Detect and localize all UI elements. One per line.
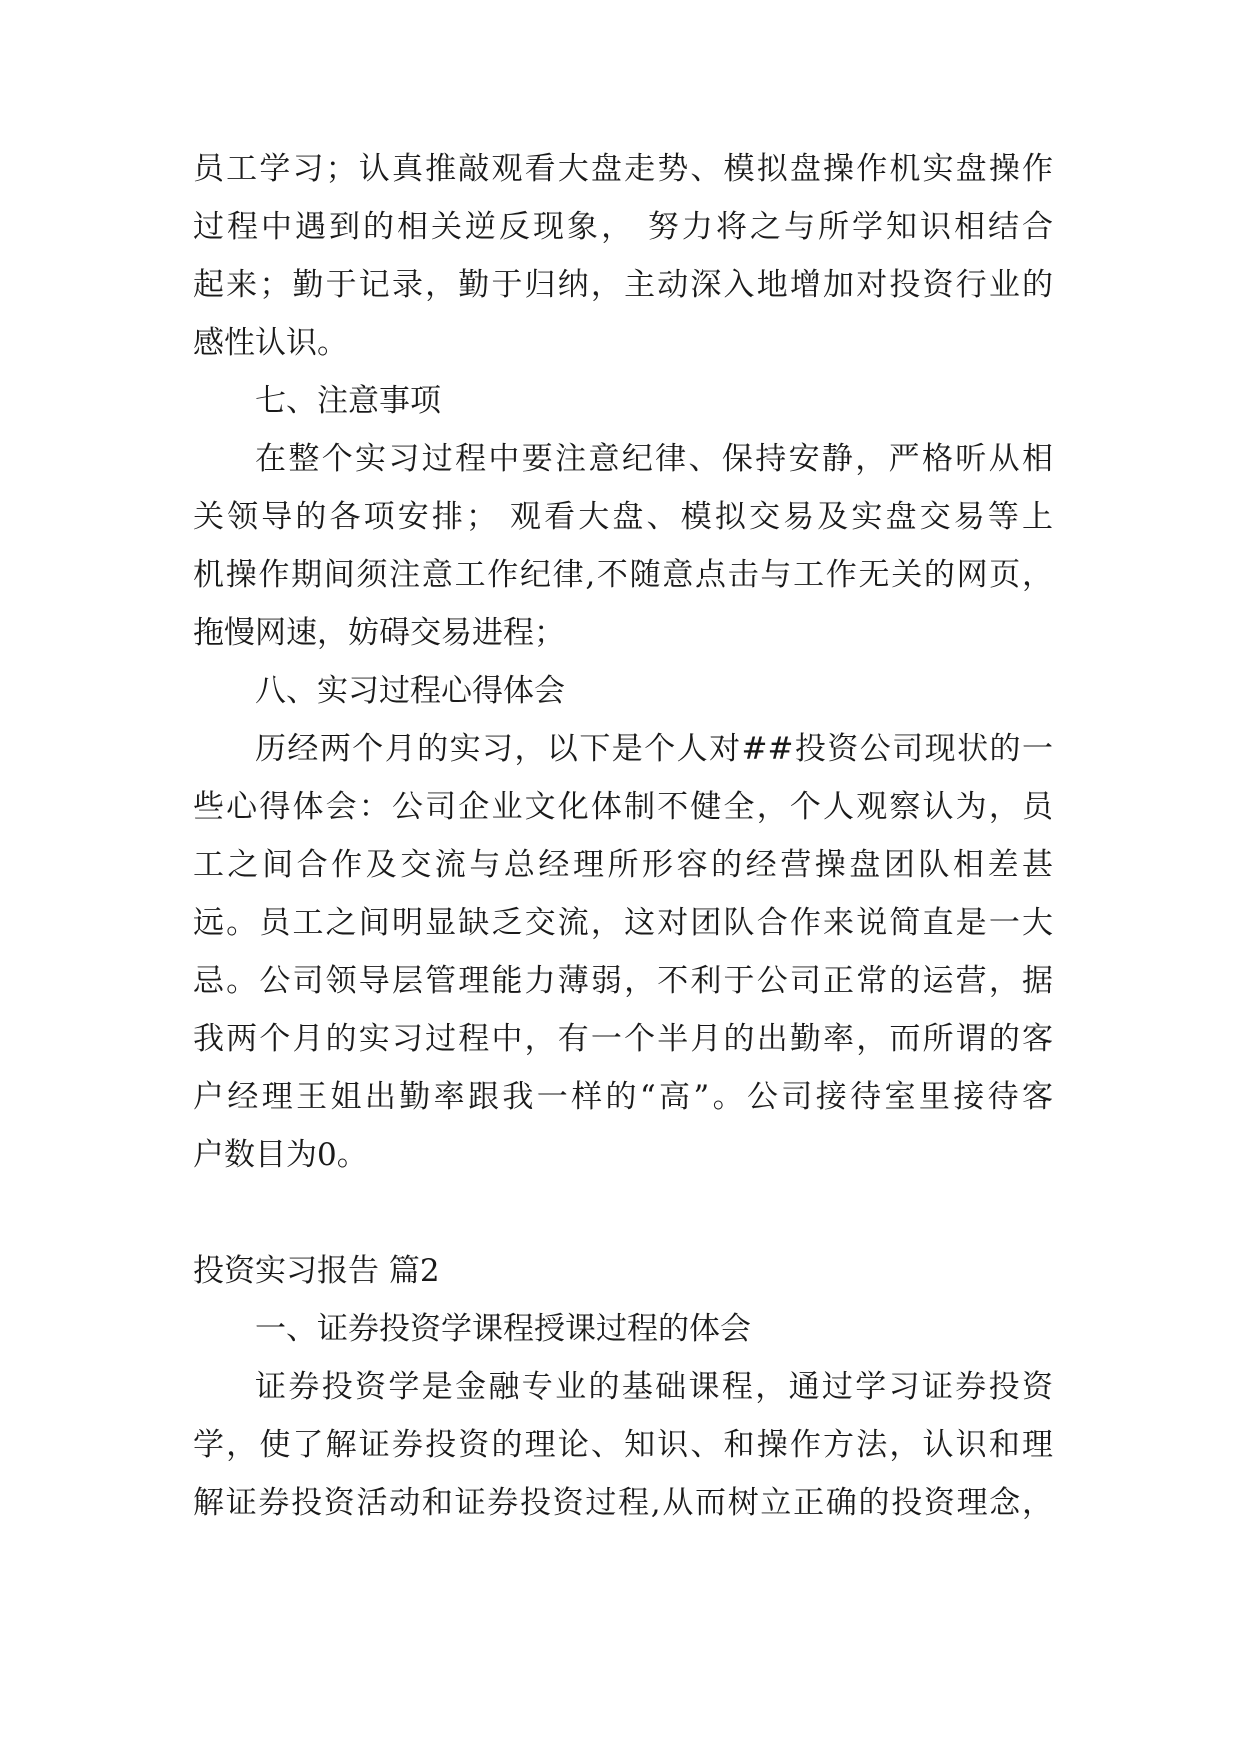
text-line: 些心得体会：公司企业文化体制不健全，个人观察认为，员	[193, 789, 1053, 825]
text-line: 我两个月的实习过程中，有一个半月的出勤率，而所谓的客	[193, 1021, 1053, 1057]
section-heading: 一、证券投资学课程授课过程的体会	[255, 1311, 751, 1347]
text-line: 机操作期间须注意工作纪律,不随意点击与工作无关的网页，	[193, 557, 1053, 593]
text-line: 历经两个月的实习，以下是个人对##投资公司现状的一	[255, 731, 1053, 767]
text-line: 员工学习；认真推敲观看大盘走势、模拟盘操作机实盘操作	[193, 151, 1053, 187]
text-line: 解证券投资活动和证券投资过程,从而树立正确的投资理念，	[193, 1485, 1053, 1521]
text-line: 过程中遇到的相关逆反现象， 努力将之与所学知识相结合	[193, 209, 1053, 245]
text-line: 证券投资学是金融专业的基础课程，通过学习证券投资	[255, 1369, 1053, 1405]
text-line: 学，使了解证券投资的理论、知识、和操作方法，认识和理	[193, 1427, 1053, 1463]
text-line: 户经理王姐出勤率跟我一样的“高”。公司接待室里接待客	[193, 1079, 1053, 1115]
text-line: 忌。公司领导层管理能力薄弱，不利于公司正常的运营，据	[193, 963, 1053, 999]
text-line: 感性认识。	[193, 325, 348, 361]
article-title: 投资实习报告 篇2	[193, 1253, 440, 1289]
text-line: 户数目为0。	[193, 1137, 368, 1173]
section-heading: 八、实习过程心得体会	[255, 673, 565, 709]
section-heading: 七、注意事项	[255, 383, 441, 419]
text-line: 关领导的各项安排； 观看大盘、模拟交易及实盘交易等上	[193, 499, 1053, 535]
text-line: 在整个实习过程中要注意纪律、保持安静，严格听从相	[255, 441, 1053, 477]
text-line: 工之间合作及交流与总经理所形容的经营操盘团队相差甚	[193, 847, 1053, 883]
text-line: 拖慢网速，妨碍交易进程；	[193, 615, 565, 651]
text-line: 起来；勤于记录，勤于归纳，主动深入地增加对投资行业的	[193, 267, 1053, 303]
text-line: 远。员工之间明显缺乏交流，这对团队合作来说简直是一大	[193, 905, 1053, 941]
